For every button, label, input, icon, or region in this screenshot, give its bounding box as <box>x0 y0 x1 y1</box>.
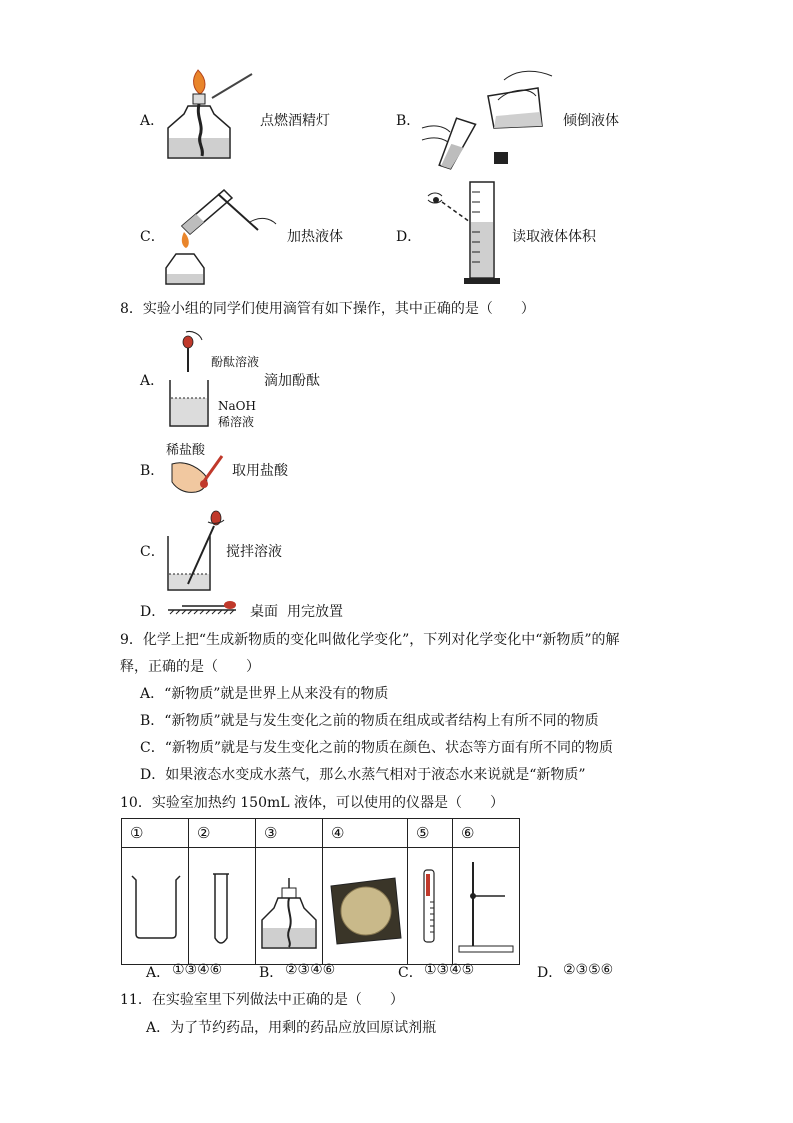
iron-stand-icon <box>453 848 519 960</box>
apparatus-header-2: ② <box>189 819 256 848</box>
q8-option-a-letter: A． <box>140 373 165 389</box>
q10-answer-d-text: ②③⑤⑥ <box>563 962 614 978</box>
pouring-liquid-figure <box>418 66 558 176</box>
q7-option-b-text: 倾倒液体 <box>563 113 619 129</box>
thermometer-icon <box>408 848 452 960</box>
q11-stem: 11．在实验室里下列做法中正确的是（ ） <box>120 992 404 1008</box>
alcohol-lamp-cell <box>256 848 323 965</box>
q10-answer-b-letter: B． <box>259 965 284 981</box>
apparatus-header-5: ⑤ <box>408 819 453 848</box>
q8-option-c-text: 搅拌溶液 <box>226 544 282 560</box>
asbestos-mesh-icon <box>323 848 407 960</box>
dropper-on-desk-figure <box>168 598 250 616</box>
q9-stem-line2: 释，正确的是（ ） <box>120 659 260 675</box>
q8-option-b-text: 取用盐酸 <box>232 463 288 479</box>
q8-option-d-letter: D． <box>140 604 166 620</box>
dropper-stirring-figure <box>166 504 228 592</box>
q8-option-a-text: 滴加酚酞 <box>264 373 320 389</box>
q8-option-c-letter: C． <box>140 544 165 560</box>
q10-answer-a-letter: A． <box>146 965 171 981</box>
asbestos-mesh-cell <box>323 848 408 965</box>
q8-stem: 8．实验小组的同学们使用滴管有如下操作，其中正确的是（ ） <box>120 301 535 317</box>
q7-option-d-text: 读取液体体积 <box>512 229 596 245</box>
q7-option-a-text: 点燃酒精灯 <box>260 113 330 129</box>
q8-option-b-letter: B． <box>140 463 165 479</box>
beaker-cell <box>122 848 189 965</box>
dilute-hcl-label: 稀盐酸 <box>166 443 206 458</box>
q9-option-b: B．“新物质”就是与发生变化之前的物质在组成或者结构上有所不同的物质 <box>140 713 599 729</box>
apparatus-header-6: ⑥ <box>453 819 520 848</box>
beaker-icon <box>122 848 188 960</box>
iron-stand-cell <box>453 848 520 965</box>
reading-cylinder-figure <box>420 178 510 290</box>
apparatus-header-4: ④ <box>323 819 408 848</box>
phenolphthalein-label: 酚酞溶液 <box>211 355 260 369</box>
hand-holding-dropper-figure <box>170 454 230 498</box>
q10-answer-c-text: ①③④⑤ <box>424 962 475 978</box>
q9-option-c: C．“新物质”就是与发生变化之前的物质在颜色、状态等方面有所不同的物质 <box>140 740 614 756</box>
test-tube-icon <box>189 848 255 960</box>
q10-answer-a-text: ①③④⑥ <box>172 962 223 978</box>
heating-liquid-figure <box>160 184 280 288</box>
apparatus-header-1: ① <box>122 819 189 848</box>
q9-stem-line1: 9．化学上把“生成新物质的变化叫做化学变化”，下列对化学变化中“新物质”的解 <box>120 632 620 648</box>
q9-option-d: D．如果液态水变成水蒸气，那么水蒸气相对于液态水来说就是“新物质” <box>140 767 586 783</box>
desk-label: 桌面 <box>250 604 278 620</box>
dilute-solution-label: 稀溶液 <box>218 415 255 429</box>
apparatus-header-3: ③ <box>256 819 323 848</box>
q7-option-c-letter: C． <box>140 229 165 245</box>
q10-answer-c-letter: C． <box>398 965 423 981</box>
q7-option-a-letter: A． <box>140 113 165 129</box>
naoh-label: NaOH <box>218 399 256 413</box>
q10-answer-b-text: ②③④⑥ <box>285 962 336 978</box>
q7-option-d-letter: D． <box>396 229 422 245</box>
test-tube-cell <box>189 848 256 965</box>
dropper-into-beaker-figure <box>164 330 214 430</box>
thermometer-cell <box>408 848 453 965</box>
q10-answer-d-letter: D． <box>537 965 563 981</box>
q7-option-b-letter: B． <box>396 113 421 129</box>
q7-option-c-text: 加热液体 <box>287 229 343 245</box>
apparatus-table <box>121 818 520 965</box>
q8-option-d-text: 用完放置 <box>287 604 343 620</box>
alcohol-lamp-icon <box>256 848 322 960</box>
q11-option-a: A．为了节约药品，用剩的药品应放回原试剂瓶 <box>146 1020 437 1036</box>
alcohol-lamp-lighting-figure <box>160 68 260 168</box>
q10-stem: 10．实验室加热约 150mL 液体，可以使用的仪器是（ ） <box>120 795 505 811</box>
q9-option-a: A．“新物质”就是世界上从来没有的物质 <box>140 686 389 702</box>
